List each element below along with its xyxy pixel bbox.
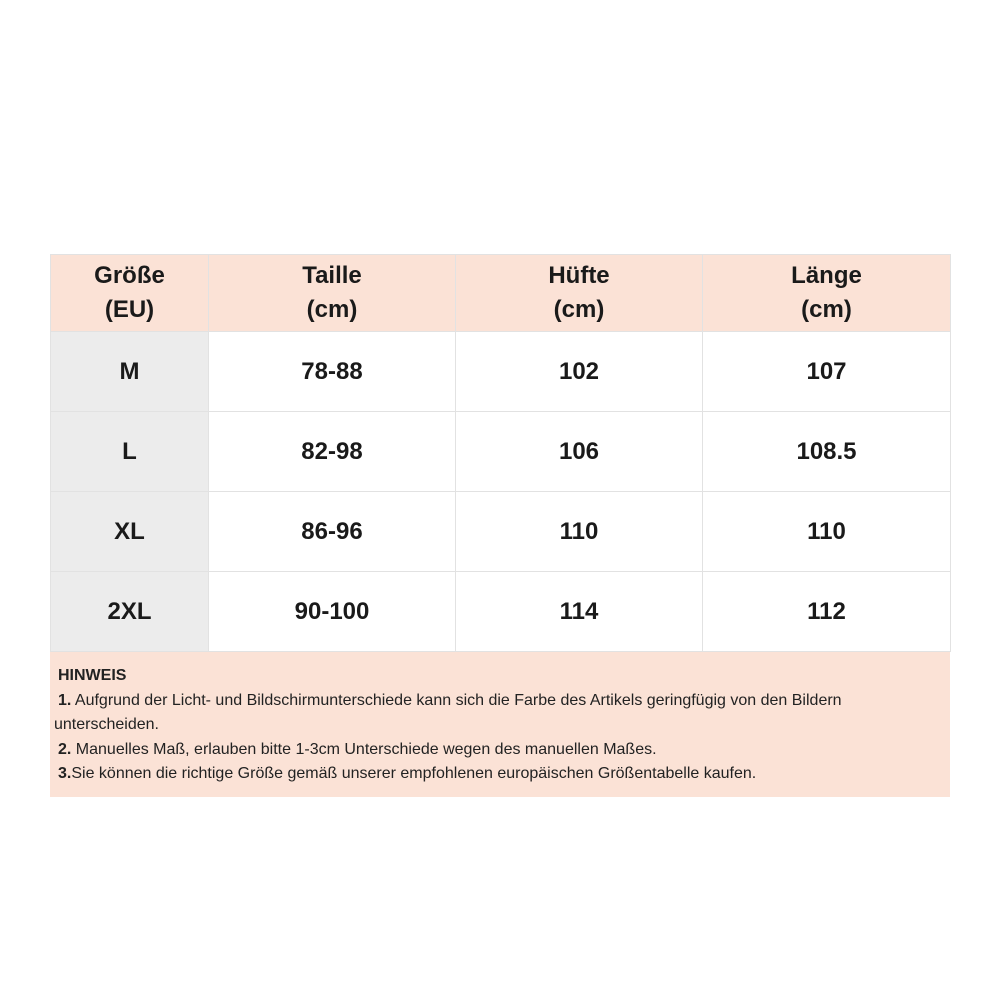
- huefte-cell: 106: [456, 412, 703, 492]
- header-size-unit: (EU): [104, 296, 155, 323]
- table-row: [51, 412, 951, 492]
- header-huefte-unit: (cm): [553, 296, 605, 323]
- header-size-label: Größe: [94, 262, 165, 289]
- laenge-cell: 107: [703, 332, 951, 412]
- note-number: 3.: [58, 765, 72, 782]
- header-laenge: [703, 255, 951, 332]
- note-text: Sie können die richtige Größe gemäß unserer empfohlenen europäischen Größentabelle kaufen.: [71, 765, 757, 782]
- note-number: 1.: [58, 691, 72, 709]
- taille-cell: 82-98: [209, 412, 456, 492]
- header-taille-unit: (cm): [306, 296, 358, 323]
- table-row: [51, 572, 951, 652]
- note-text: Aufgrund der Licht- und Bildschirmunterschiede kann sich die Farbe des Artikels geringfügig von den Bildern: [71, 691, 842, 709]
- notes-box: [50, 652, 950, 797]
- laenge-cell: 110: [703, 492, 951, 572]
- note-item-1-continuation: unterscheiden.: [54, 716, 159, 733]
- size-cell: L: [51, 412, 209, 492]
- taille-cell: 78-88: [209, 332, 456, 412]
- note-item-1: [54, 689, 944, 714]
- size-table: [50, 254, 951, 652]
- taille-cell: 86-96: [209, 492, 456, 572]
- size-cell: M: [51, 332, 209, 412]
- header-size: [51, 255, 209, 332]
- header-huefte: [456, 255, 703, 332]
- size-chart: [50, 254, 950, 797]
- laenge-cell: 108.5: [703, 412, 951, 492]
- table-header-row: [51, 255, 951, 332]
- table-row: [51, 492, 951, 572]
- size-cell: 2XL: [51, 572, 209, 652]
- header-laenge-label: Länge: [791, 262, 862, 289]
- note-text: Manuelles Maß, erlauben bitte 1-3cm Unterschiede wegen des manuellen Maßes.: [71, 740, 657, 758]
- header-taille-label: Taille: [302, 262, 362, 289]
- notes-title: HINWEIS: [58, 667, 127, 684]
- huefte-cell: 110: [456, 492, 703, 572]
- table-row: [51, 332, 951, 412]
- header-taille: [209, 255, 456, 332]
- note-number: 2.: [58, 740, 72, 758]
- note-item-3: [54, 762, 944, 787]
- laenge-cell: 112: [703, 572, 951, 652]
- header-laenge-unit: (cm): [801, 296, 852, 323]
- huefte-cell: 114: [456, 572, 703, 652]
- size-cell: XL: [51, 492, 209, 572]
- header-huefte-label: Hüfte: [548, 262, 610, 289]
- huefte-cell: 102: [456, 332, 703, 412]
- taille-cell: 90-100: [209, 572, 456, 652]
- note-item-2: [54, 738, 944, 763]
